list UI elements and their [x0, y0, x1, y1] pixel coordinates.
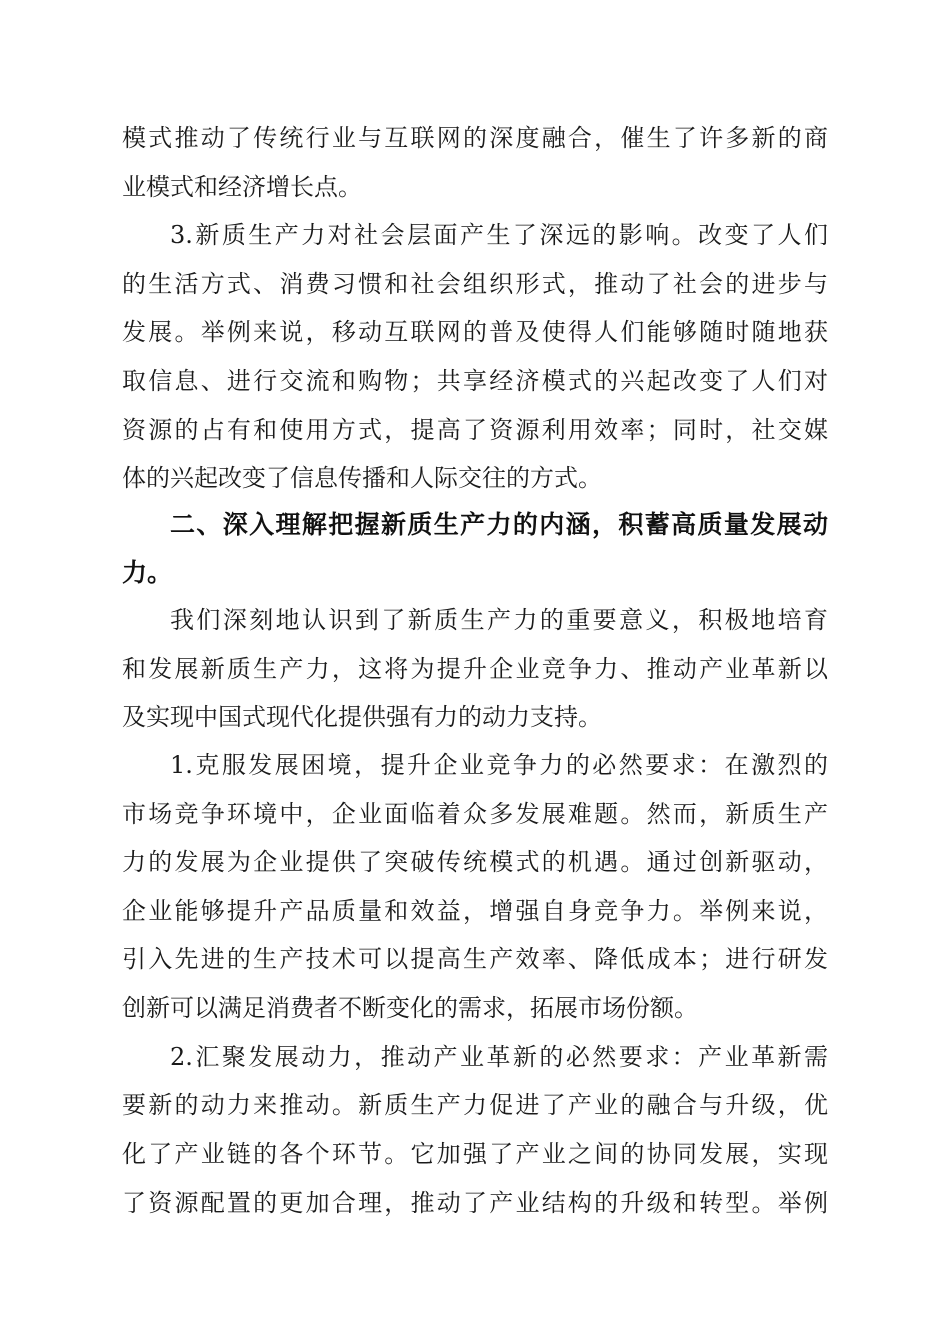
- section-heading: 力。: [122, 558, 173, 587]
- paragraph-line: 的生活方式、消费习惯和社会组织形式，推动了社会的进步与: [122, 270, 828, 298]
- paragraph-line: 体的兴起改变了信息传播和人际交往的方式。: [122, 464, 602, 492]
- section-heading: 二、深入理解把握新质生产力的内涵，积蓄高质量发展动: [170, 510, 828, 539]
- paragraph-line: 3.新质生产力对社会层面产生了深远的影响。改变了人们: [170, 221, 828, 249]
- paragraph-line: 及实现中国式现代化提供强有力的动力支持。: [122, 703, 602, 731]
- paragraph-line: 业模式和经济增长点。: [122, 173, 362, 201]
- paragraph-line: 取信息、进行交流和购物；共享经济模式的兴起改变了人们对: [122, 367, 828, 395]
- paragraph-line: 和发展新质生产力，这将为提升企业竞争力、推动产业革新以: [122, 655, 828, 683]
- paragraph-line: 2.汇聚发展动力，推动产业革新的必然要求：产业革新需: [170, 1043, 828, 1071]
- paragraph-line: 发展。举例来说，移动互联网的普及使得人们能够随时随地获: [122, 318, 828, 346]
- paragraph-line: 创新可以满足消费者不断变化的需求，拓展市场份额。: [122, 994, 698, 1022]
- paragraph-line: 化了产业链的各个环节。它加强了产业之间的协同发展，实现: [122, 1140, 828, 1168]
- paragraph-line: 要新的动力来推动。新质生产力促进了产业的融合与升级，优: [122, 1091, 828, 1119]
- paragraph-line: 了资源配置的更加合理，推动了产业结构的升级和转型。举例: [122, 1189, 828, 1217]
- paragraph-line: 引入先进的生产技术可以提高生产效率、降低成本；进行研发: [122, 945, 828, 973]
- paragraph-line: 资源的占有和使用方式，提高了资源利用效率；同时，社交媒: [122, 416, 828, 444]
- paragraph-line: 市场竞争环境中，企业面临着众多发展难题。然而，新质生产: [122, 800, 828, 828]
- paragraph-line: 力的发展为企业提供了突破传统模式的机遇。通过创新驱动，: [122, 848, 828, 876]
- paragraph-line: 模式推动了传统行业与互联网的深度融合，催生了许多新的商: [122, 124, 828, 152]
- paragraph-line: 我们深刻地认识到了新质生产力的重要意义，积极地培育: [170, 606, 828, 634]
- paragraph-line: 1.克服发展困境，提升企业竞争力的必然要求：在激烈的: [170, 751, 828, 779]
- paragraph-line: 企业能够提升产品质量和效益，增强自身竞争力。举例来说，: [122, 897, 828, 925]
